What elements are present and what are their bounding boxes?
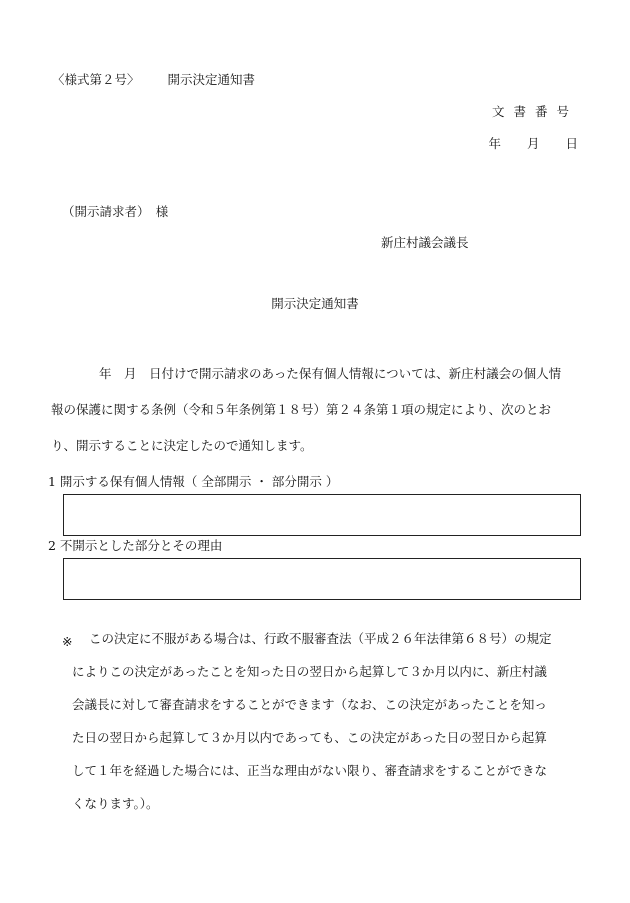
date-year: 年	[488, 136, 501, 151]
body-line: り、開示することに決定したので通知します。	[51, 438, 313, 453]
note-line: 会議長に対して審査請求をすることができます（なお、この決定があったことを知っ	[72, 697, 547, 712]
item2-label: 2 不開示とした部分とその理由	[48, 538, 223, 553]
note-line: くなります。）。	[72, 796, 159, 811]
note-line: して１年を経過した場合には、正当な理由がない限り、審査請求をすることができな	[72, 763, 548, 778]
requester-addressee: （開示請求者） 様	[62, 204, 169, 219]
document-title: 開示決定通知書	[271, 296, 359, 311]
note-mark: ※	[62, 634, 73, 649]
body-line: 報の保護に関する条例（令和５年条例第１８号）第２４条第１項の規定により、次のとお	[51, 402, 552, 417]
item1-label: 1 開示する保有個人情報（ 全部開示 ・ 部分開示 ）	[48, 474, 339, 489]
note-line: た日の翌日から起算して３か月以内であっても、この決定があった日の翌日から起算	[72, 730, 547, 745]
date-line	[466, 138, 578, 151]
form-name: 開示決定通知書	[167, 72, 256, 87]
item1-content-box	[63, 494, 581, 536]
body-line: 年 月 日付けで開示請求のあった保有個人情報については、新庄村議会の個人情	[99, 366, 562, 381]
document-number: 文書番号	[491, 104, 578, 119]
item2-content-box	[63, 558, 581, 600]
note-line: によりこの決定があったことを知った日の翌日から起算して３か月以内に、新庄村議	[72, 664, 547, 679]
form-label	[52, 74, 255, 87]
body-paragraph	[51, 356, 581, 464]
appeal-note	[72, 622, 582, 820]
form-number: 〈様式第２号〉	[52, 72, 140, 87]
sender-name: 新庄村議会議長	[381, 235, 469, 250]
note-line: この決定に不服がある場合は、行政不服審査法（平成２６年法律第６８号）の規定	[89, 631, 552, 646]
date-day: 日	[565, 136, 578, 151]
date-month: 月	[526, 136, 540, 151]
